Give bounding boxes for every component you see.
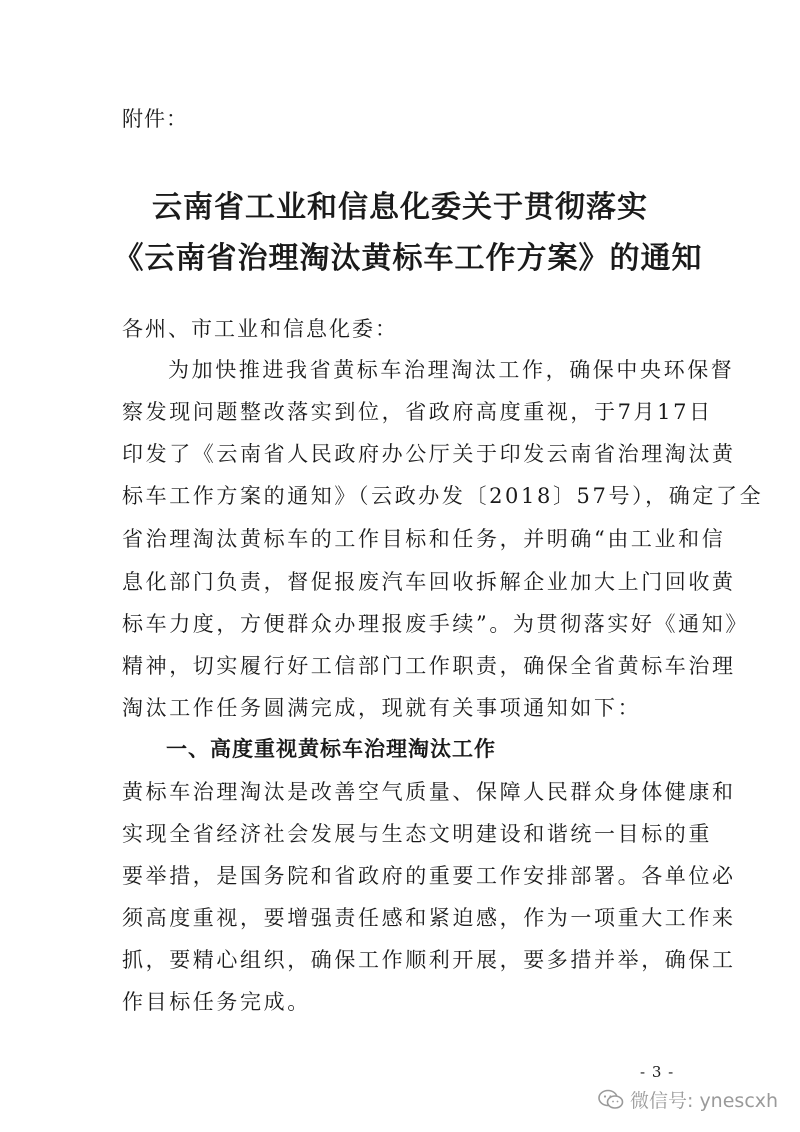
paragraph-line: 须高度重视，要增强责任感和紧迫感，作为一项重大工作来 [122, 906, 736, 930]
salutation: 各州、市工业和信息化委： [122, 317, 398, 341]
document-title-line-2: 《云南省治理淘汰黄标车工作方案》的通知 [113, 241, 703, 276]
paragraph-line: 精神，切实履行好工信部门工作职责，确保全省黄标车治理 [122, 654, 736, 678]
paragraph-line: 息化部门负责，督促报废汽车回收拆解企业加大上门回收黄 [122, 570, 736, 594]
paragraph-line: 抓，要精心组织，确保工作顺利开展，要多措并举，确保工 [122, 948, 736, 972]
section-1-heading: 一、高度重视黄标车治理淘汰工作 [166, 737, 496, 761]
document-title-line-1: 云南省工业和信息化委关于贯彻落实 [152, 190, 648, 225]
paragraph-line: 察发现问题整改落实到位，省政府高度重视，于7月17日 [122, 400, 713, 424]
paragraph-line: 为加快推进我省黄标车治理淘汰工作，确保中央环保督 [168, 358, 735, 382]
wechat-icon [598, 1089, 624, 1111]
page-number: - 3 - [640, 1063, 675, 1081]
watermark-text: 微信号: ynescxh [630, 1090, 779, 1112]
paragraph-line: 黄标车治理淘汰是改善空气质量、保障人民群众身体健康和 [122, 780, 736, 804]
watermark [598, 1086, 778, 1113]
paragraph-line: 作目标任务完成。 [122, 990, 311, 1014]
paragraph-line: 标车工作方案的通知》（云政办发〔2018〕57号），确定了全 [122, 484, 764, 508]
paragraph-line: 印发了《云南省人民政府办公厅关于印发云南省治理淘汰黄 [122, 442, 736, 466]
paragraph-line: 实现全省经济社会发展与生态文明建设和谐统一目标的重 [122, 822, 712, 846]
paragraph-line: 省治理淘汰黄标车的工作目标和任务，并明确“由工业和信 [122, 527, 726, 551]
paragraph-line: 要举措，是国务院和省政府的重要工作安排部署。各单位必 [122, 864, 736, 888]
attachment-label: 附件： [122, 107, 188, 131]
paragraph-line: 淘汰工作任务圆满完成，现就有关事项通知如下： [122, 696, 642, 720]
paragraph-line: 标车力度，方便群众办理报废手续”。为贯彻落实好《通知》 [122, 612, 749, 636]
